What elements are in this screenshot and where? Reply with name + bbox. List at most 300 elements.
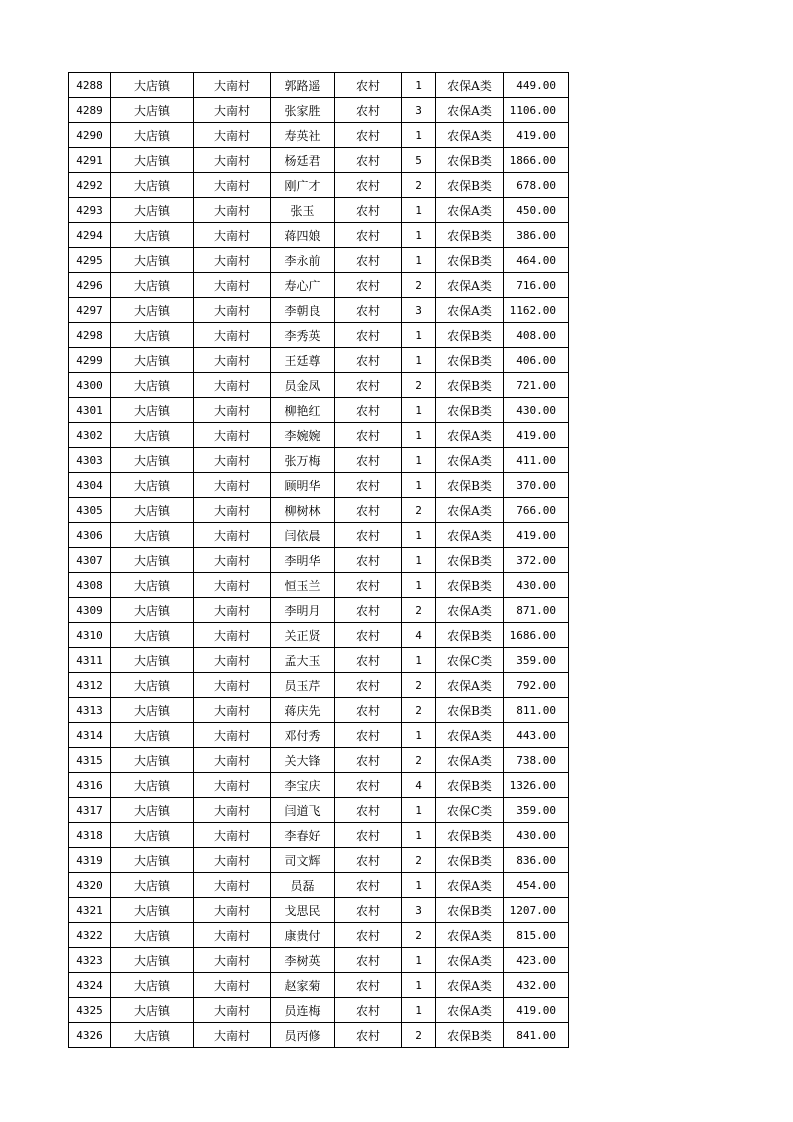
name-cell: 寿心广	[271, 273, 335, 298]
amount-cell: 450.00	[504, 198, 569, 223]
name-cell: 恒玉兰	[271, 573, 335, 598]
amount-cell: 811.00	[504, 698, 569, 723]
category-cell: 农保B类	[436, 248, 504, 273]
household-type-cell: 农村	[335, 923, 402, 948]
amount-cell: 1207.00	[504, 898, 569, 923]
member-count-cell: 2	[402, 698, 436, 723]
village-cell: 大南村	[194, 473, 271, 498]
member-count-cell: 2	[402, 598, 436, 623]
amount-cell: 454.00	[504, 873, 569, 898]
amount-cell: 1686.00	[504, 623, 569, 648]
town-cell: 大店镇	[111, 848, 194, 873]
row-number: 4294	[69, 223, 111, 248]
amount-cell: 370.00	[504, 473, 569, 498]
name-cell: 顾明华	[271, 473, 335, 498]
village-cell: 大南村	[194, 648, 271, 673]
category-cell: 农保B类	[436, 573, 504, 598]
town-cell: 大店镇	[111, 223, 194, 248]
amount-cell: 1326.00	[504, 773, 569, 798]
name-cell: 蒋庆先	[271, 698, 335, 723]
row-number: 4321	[69, 898, 111, 923]
household-type-cell: 农村	[335, 773, 402, 798]
table-row	[69, 198, 569, 223]
household-type-cell: 农村	[335, 473, 402, 498]
category-cell: 农保A类	[436, 498, 504, 523]
household-type-cell: 农村	[335, 873, 402, 898]
row-number: 4319	[69, 848, 111, 873]
town-cell: 大店镇	[111, 123, 194, 148]
amount-cell: 372.00	[504, 548, 569, 573]
town-cell: 大店镇	[111, 723, 194, 748]
village-cell: 大南村	[194, 948, 271, 973]
member-count-cell: 2	[402, 923, 436, 948]
name-cell: 郭路遥	[271, 73, 335, 98]
table-row	[69, 748, 569, 773]
town-cell: 大店镇	[111, 173, 194, 198]
town-cell: 大店镇	[111, 398, 194, 423]
village-cell: 大南村	[194, 498, 271, 523]
town-cell: 大店镇	[111, 423, 194, 448]
name-cell: 员玉芹	[271, 673, 335, 698]
table-row	[69, 848, 569, 873]
amount-cell: 359.00	[504, 798, 569, 823]
member-count-cell: 2	[402, 173, 436, 198]
town-cell: 大店镇	[111, 373, 194, 398]
amount-cell: 411.00	[504, 448, 569, 473]
town-cell: 大店镇	[111, 798, 194, 823]
household-type-cell: 农村	[335, 648, 402, 673]
amount-cell: 721.00	[504, 373, 569, 398]
name-cell: 员丙修	[271, 1023, 335, 1048]
category-cell: 农保B类	[436, 223, 504, 248]
village-cell: 大南村	[194, 773, 271, 798]
row-number: 4291	[69, 148, 111, 173]
town-cell: 大店镇	[111, 448, 194, 473]
amount-cell: 419.00	[504, 123, 569, 148]
village-cell: 大南村	[194, 223, 271, 248]
village-cell: 大南村	[194, 373, 271, 398]
town-cell: 大店镇	[111, 748, 194, 773]
name-cell: 张玉	[271, 198, 335, 223]
town-cell: 大店镇	[111, 573, 194, 598]
name-cell: 蒋四娘	[271, 223, 335, 248]
household-type-cell: 农村	[335, 698, 402, 723]
village-cell: 大南村	[194, 823, 271, 848]
category-cell: 农保A类	[436, 123, 504, 148]
amount-cell: 1106.00	[504, 98, 569, 123]
town-cell: 大店镇	[111, 923, 194, 948]
table-row	[69, 223, 569, 248]
category-cell: 农保C类	[436, 648, 504, 673]
household-type-cell: 农村	[335, 548, 402, 573]
table-row	[69, 723, 569, 748]
category-cell: 农保A类	[436, 298, 504, 323]
town-cell: 大店镇	[111, 598, 194, 623]
row-number: 4316	[69, 773, 111, 798]
table-row	[69, 73, 569, 98]
row-number: 4325	[69, 998, 111, 1023]
table-row	[69, 948, 569, 973]
town-cell: 大店镇	[111, 523, 194, 548]
category-cell: 农保A类	[436, 998, 504, 1023]
town-cell: 大店镇	[111, 473, 194, 498]
row-number: 4313	[69, 698, 111, 723]
village-cell: 大南村	[194, 673, 271, 698]
table-row	[69, 348, 569, 373]
member-count-cell: 2	[402, 273, 436, 298]
member-count-cell: 1	[402, 723, 436, 748]
name-cell: 王廷尊	[271, 348, 335, 373]
village-cell: 大南村	[194, 523, 271, 548]
town-cell: 大店镇	[111, 698, 194, 723]
row-number: 4301	[69, 398, 111, 423]
member-count-cell: 2	[402, 848, 436, 873]
town-cell: 大店镇	[111, 948, 194, 973]
table-row	[69, 998, 569, 1023]
table-row	[69, 148, 569, 173]
town-cell: 大店镇	[111, 823, 194, 848]
name-cell: 李明月	[271, 598, 335, 623]
member-count-cell: 1	[402, 648, 436, 673]
row-number: 4305	[69, 498, 111, 523]
village-cell: 大南村	[194, 273, 271, 298]
category-cell: 农保A类	[436, 923, 504, 948]
member-count-cell: 1	[402, 823, 436, 848]
village-cell: 大南村	[194, 1023, 271, 1048]
household-type-cell: 农村	[335, 948, 402, 973]
household-type-cell: 农村	[335, 148, 402, 173]
village-cell: 大南村	[194, 123, 271, 148]
row-number: 4312	[69, 673, 111, 698]
member-count-cell: 1	[402, 873, 436, 898]
category-cell: 农保A类	[436, 948, 504, 973]
amount-cell: 423.00	[504, 948, 569, 973]
category-cell: 农保A类	[436, 523, 504, 548]
member-count-cell: 1	[402, 323, 436, 348]
row-number: 4309	[69, 598, 111, 623]
category-cell: 农保A类	[436, 423, 504, 448]
town-cell: 大店镇	[111, 273, 194, 298]
category-cell: 农保B类	[436, 898, 504, 923]
name-cell: 员金凤	[271, 373, 335, 398]
name-cell: 李明华	[271, 548, 335, 573]
amount-cell: 841.00	[504, 1023, 569, 1048]
row-number: 4317	[69, 798, 111, 823]
village-cell: 大南村	[194, 973, 271, 998]
member-count-cell: 1	[402, 573, 436, 598]
table-row	[69, 423, 569, 448]
name-cell: 柳艳红	[271, 398, 335, 423]
table-row	[69, 573, 569, 598]
amount-cell: 792.00	[504, 673, 569, 698]
village-cell: 大南村	[194, 198, 271, 223]
household-type-cell: 农村	[335, 748, 402, 773]
member-count-cell: 1	[402, 398, 436, 423]
amount-cell: 449.00	[504, 73, 569, 98]
category-cell: 农保B类	[436, 1023, 504, 1048]
table-row	[69, 973, 569, 998]
town-cell: 大店镇	[111, 648, 194, 673]
name-cell: 刚广才	[271, 173, 335, 198]
name-cell: 张万梅	[271, 448, 335, 473]
village-cell: 大南村	[194, 898, 271, 923]
name-cell: 康贵付	[271, 923, 335, 948]
table-row	[69, 173, 569, 198]
household-type-cell: 农村	[335, 498, 402, 523]
town-cell: 大店镇	[111, 873, 194, 898]
member-count-cell: 5	[402, 148, 436, 173]
amount-cell: 419.00	[504, 523, 569, 548]
amount-cell: 1162.00	[504, 298, 569, 323]
row-number: 4303	[69, 448, 111, 473]
village-cell: 大南村	[194, 598, 271, 623]
name-cell: 杨廷君	[271, 148, 335, 173]
name-cell: 关大锋	[271, 748, 335, 773]
amount-cell: 419.00	[504, 423, 569, 448]
member-count-cell: 1	[402, 248, 436, 273]
amount-cell: 386.00	[504, 223, 569, 248]
category-cell: 农保B类	[436, 323, 504, 348]
household-type-cell: 农村	[335, 248, 402, 273]
village-cell: 大南村	[194, 548, 271, 573]
village-cell: 大南村	[194, 73, 271, 98]
row-number: 4311	[69, 648, 111, 673]
village-cell: 大南村	[194, 248, 271, 273]
town-cell: 大店镇	[111, 248, 194, 273]
household-type-cell: 农村	[335, 573, 402, 598]
row-number: 4300	[69, 373, 111, 398]
row-number: 4302	[69, 423, 111, 448]
member-count-cell: 3	[402, 98, 436, 123]
amount-cell: 1866.00	[504, 148, 569, 173]
town-cell: 大店镇	[111, 773, 194, 798]
household-type-cell: 农村	[335, 173, 402, 198]
village-cell: 大南村	[194, 998, 271, 1023]
household-type-cell: 农村	[335, 223, 402, 248]
row-number: 4326	[69, 1023, 111, 1048]
category-cell: 农保A类	[436, 273, 504, 298]
village-cell: 大南村	[194, 173, 271, 198]
village-cell: 大南村	[194, 923, 271, 948]
household-type-cell: 农村	[335, 898, 402, 923]
table-row	[69, 1023, 569, 1048]
category-cell: 农保B类	[436, 473, 504, 498]
category-cell: 农保B类	[436, 773, 504, 798]
town-cell: 大店镇	[111, 198, 194, 223]
name-cell: 戈思民	[271, 898, 335, 923]
category-cell: 农保A类	[436, 873, 504, 898]
row-number: 4288	[69, 73, 111, 98]
row-number: 4297	[69, 298, 111, 323]
village-cell: 大南村	[194, 848, 271, 873]
town-cell: 大店镇	[111, 673, 194, 698]
town-cell: 大店镇	[111, 73, 194, 98]
town-cell: 大店镇	[111, 973, 194, 998]
household-type-cell: 农村	[335, 73, 402, 98]
member-count-cell: 1	[402, 348, 436, 373]
name-cell: 李朝良	[271, 298, 335, 323]
member-count-cell: 1	[402, 548, 436, 573]
town-cell: 大店镇	[111, 498, 194, 523]
name-cell: 柳树林	[271, 498, 335, 523]
category-cell: 农保A类	[436, 748, 504, 773]
row-number: 4322	[69, 923, 111, 948]
village-cell: 大南村	[194, 148, 271, 173]
row-number: 4298	[69, 323, 111, 348]
table-row	[69, 373, 569, 398]
town-cell: 大店镇	[111, 298, 194, 323]
member-count-cell: 1	[402, 73, 436, 98]
household-type-cell: 农村	[335, 198, 402, 223]
member-count-cell: 4	[402, 773, 436, 798]
household-type-cell: 农村	[335, 723, 402, 748]
category-cell: 农保B类	[436, 548, 504, 573]
household-type-cell: 农村	[335, 823, 402, 848]
table-row	[69, 898, 569, 923]
household-type-cell: 农村	[335, 1023, 402, 1048]
amount-cell: 432.00	[504, 973, 569, 998]
row-number: 4289	[69, 98, 111, 123]
town-cell: 大店镇	[111, 1023, 194, 1048]
member-count-cell: 2	[402, 373, 436, 398]
category-cell: 农保A类	[436, 448, 504, 473]
category-cell: 农保A类	[436, 723, 504, 748]
name-cell: 张家胜	[271, 98, 335, 123]
town-cell: 大店镇	[111, 623, 194, 648]
household-type-cell: 农村	[335, 998, 402, 1023]
table-row	[69, 273, 569, 298]
row-number: 4308	[69, 573, 111, 598]
row-number: 4323	[69, 948, 111, 973]
name-cell: 李宝庆	[271, 773, 335, 798]
table-row	[69, 123, 569, 148]
table-row	[69, 598, 569, 623]
member-count-cell: 1	[402, 123, 436, 148]
amount-cell: 419.00	[504, 998, 569, 1023]
category-cell: 农保B类	[436, 173, 504, 198]
household-type-cell: 农村	[335, 673, 402, 698]
household-type-cell: 农村	[335, 323, 402, 348]
town-cell: 大店镇	[111, 998, 194, 1023]
household-type-cell: 农村	[335, 273, 402, 298]
category-cell: 农保A类	[436, 198, 504, 223]
amount-cell: 871.00	[504, 598, 569, 623]
amount-cell: 443.00	[504, 723, 569, 748]
town-cell: 大店镇	[111, 348, 194, 373]
table-row	[69, 248, 569, 273]
amount-cell: 430.00	[504, 823, 569, 848]
category-cell: 农保B类	[436, 848, 504, 873]
household-type-cell: 农村	[335, 798, 402, 823]
village-cell: 大南村	[194, 623, 271, 648]
amount-cell: 738.00	[504, 748, 569, 773]
name-cell: 司文辉	[271, 848, 335, 873]
table-row	[69, 448, 569, 473]
household-type-cell: 农村	[335, 973, 402, 998]
name-cell: 寿英社	[271, 123, 335, 148]
member-count-cell: 3	[402, 898, 436, 923]
village-cell: 大南村	[194, 798, 271, 823]
table-row	[69, 873, 569, 898]
village-cell: 大南村	[194, 698, 271, 723]
member-count-cell: 1	[402, 948, 436, 973]
name-cell: 孟大玉	[271, 648, 335, 673]
village-cell: 大南村	[194, 98, 271, 123]
table-row	[69, 298, 569, 323]
amount-cell: 430.00	[504, 398, 569, 423]
table-row	[69, 548, 569, 573]
member-count-cell: 1	[402, 448, 436, 473]
row-number: 4292	[69, 173, 111, 198]
village-cell: 大南村	[194, 748, 271, 773]
town-cell: 大店镇	[111, 898, 194, 923]
village-cell: 大南村	[194, 398, 271, 423]
name-cell: 李秀英	[271, 323, 335, 348]
household-type-cell: 农村	[335, 598, 402, 623]
village-cell: 大南村	[194, 873, 271, 898]
household-type-cell: 农村	[335, 123, 402, 148]
member-count-cell: 2	[402, 748, 436, 773]
member-count-cell: 1	[402, 523, 436, 548]
village-cell: 大南村	[194, 573, 271, 598]
category-cell: 农保C类	[436, 798, 504, 823]
row-number: 4290	[69, 123, 111, 148]
member-count-cell: 3	[402, 298, 436, 323]
household-type-cell: 农村	[335, 398, 402, 423]
village-cell: 大南村	[194, 448, 271, 473]
member-count-cell: 1	[402, 423, 436, 448]
table-row	[69, 648, 569, 673]
member-count-cell: 1	[402, 473, 436, 498]
relief-roster-table	[68, 72, 569, 1048]
name-cell: 邓付秀	[271, 723, 335, 748]
household-type-cell: 农村	[335, 298, 402, 323]
name-cell: 李婉婉	[271, 423, 335, 448]
table-row	[69, 473, 569, 498]
table-row	[69, 673, 569, 698]
household-type-cell: 农村	[335, 373, 402, 398]
household-type-cell: 农村	[335, 423, 402, 448]
row-number: 4295	[69, 248, 111, 273]
name-cell: 关正贤	[271, 623, 335, 648]
row-number: 4307	[69, 548, 111, 573]
table-body	[69, 73, 569, 1048]
name-cell: 赵家菊	[271, 973, 335, 998]
category-cell: 农保B类	[436, 348, 504, 373]
amount-cell: 678.00	[504, 173, 569, 198]
village-cell: 大南村	[194, 723, 271, 748]
town-cell: 大店镇	[111, 98, 194, 123]
table-row	[69, 698, 569, 723]
row-number: 4304	[69, 473, 111, 498]
village-cell: 大南村	[194, 348, 271, 373]
town-cell: 大店镇	[111, 323, 194, 348]
amount-cell: 836.00	[504, 848, 569, 873]
table-row	[69, 773, 569, 798]
table-row	[69, 923, 569, 948]
name-cell: 李春好	[271, 823, 335, 848]
category-cell: 农保A类	[436, 673, 504, 698]
row-number: 4299	[69, 348, 111, 373]
row-number: 4310	[69, 623, 111, 648]
village-cell: 大南村	[194, 323, 271, 348]
row-number: 4318	[69, 823, 111, 848]
amount-cell: 464.00	[504, 248, 569, 273]
name-cell: 闫依晨	[271, 523, 335, 548]
table-row	[69, 623, 569, 648]
category-cell: 农保B类	[436, 398, 504, 423]
name-cell: 李永前	[271, 248, 335, 273]
